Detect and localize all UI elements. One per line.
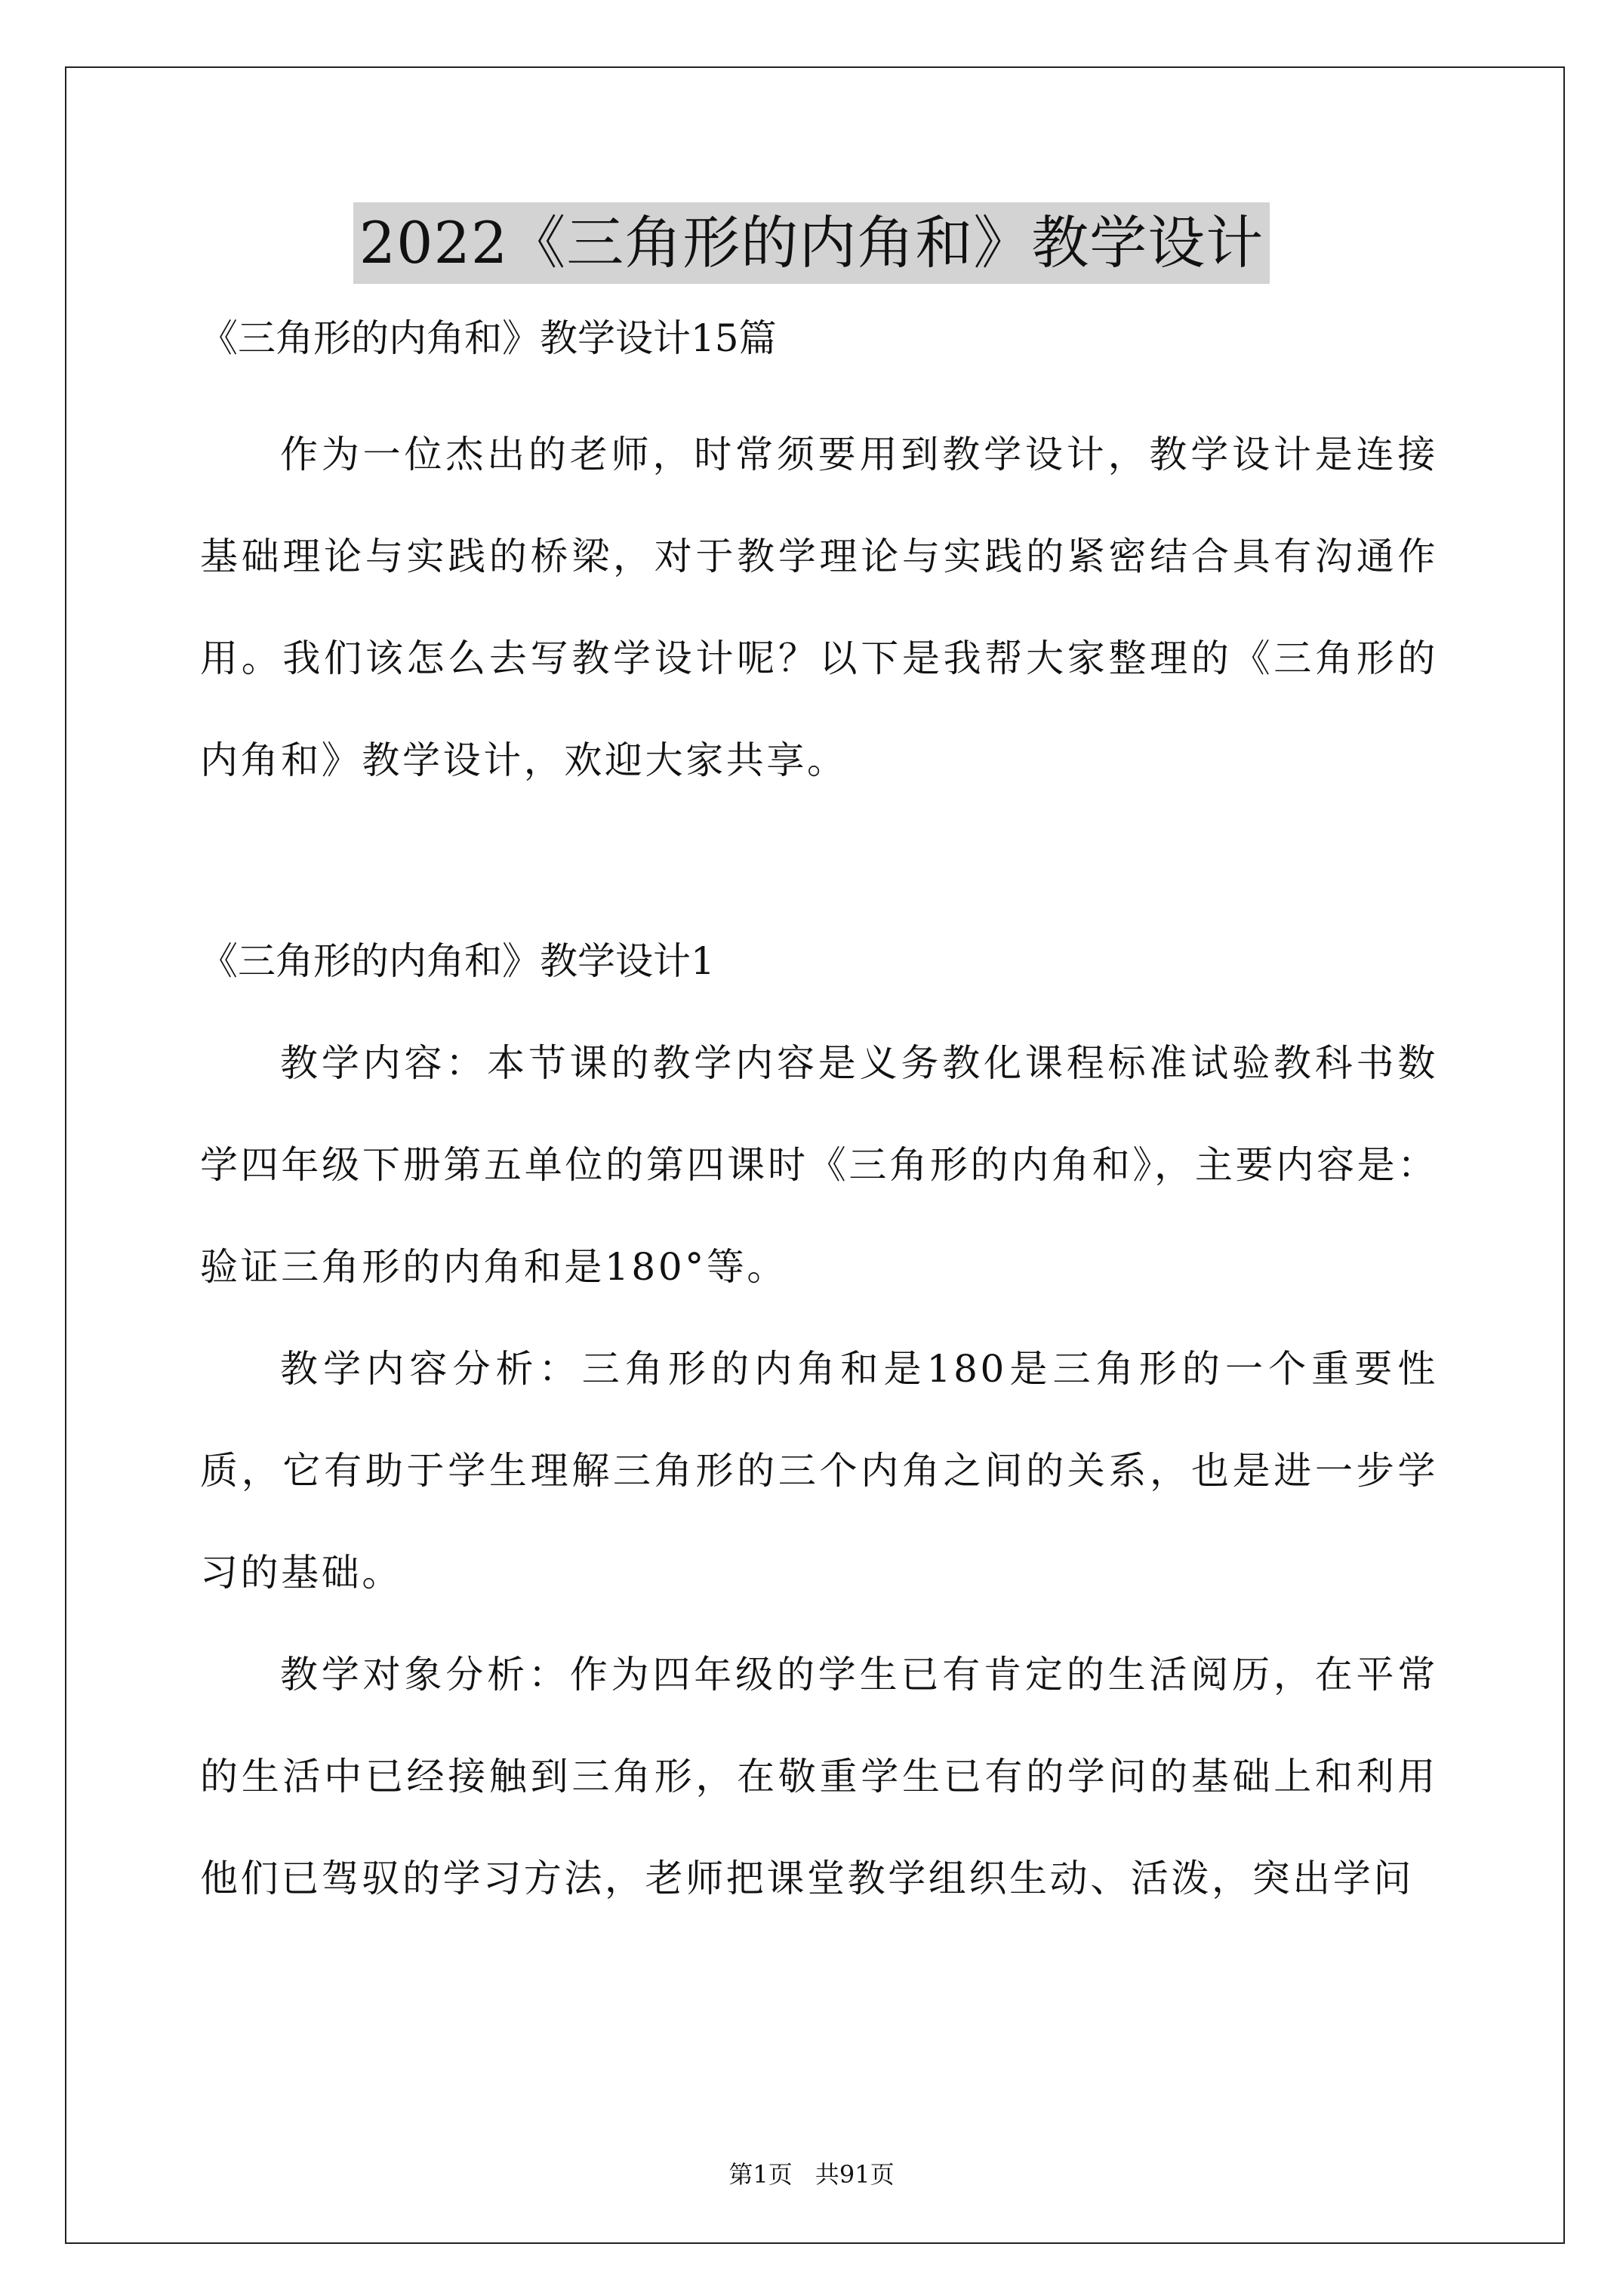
intro-paragraph: 作为一位杰出的老师，时常须要用到教学设计，教学设计是连接基础理论与实践的桥梁，对于教学理论与实践的紧密结合具有沟通作用。我们该怎么去写教学设计呢？以下是我帮大家整理的《三角形的内角和》教学设计，欢迎大家共享。 xyxy=(200,433,1438,782)
document-body xyxy=(200,302,1438,1930)
document-title: 2022《三角形的内角和》教学设计 xyxy=(353,202,1270,284)
body-paragraph: 教学内容：本节课的教学内容是义务教化课程标准试验教科书数学四年级下册第五单位的第四课时《三角形的内角和》，主要内容是：验证三角形的内角和是180°等。 xyxy=(200,1041,1438,1289)
page-footer xyxy=(0,2159,1623,2190)
document-subtitle: 《三角形的内角和》教学设计15篇 xyxy=(200,316,777,360)
section-heading: 《三角形的内角和》教学设计1 xyxy=(200,939,715,983)
page-number: 第1页 xyxy=(728,2160,793,2189)
body-paragraph: 教学对象分析：作为四年级的学生已有肯定的生活阅历，在平常的生活中已经接触到三角形，在敬重学生已有的学问的基础上和利用他们已驾驭的学习方法，老师把课堂教学组织生动、活泼，突出学问 xyxy=(200,1653,1438,1900)
document-title-wrapper xyxy=(0,202,1623,285)
body-paragraph: 教学内容分析：三角形的内角和是180是三角形的一个重要性质，它有助于学生理解三角形的三个内角之间的关系，也是进一步学习的基础。 xyxy=(200,1347,1438,1595)
page-total: 共91页 xyxy=(815,2160,895,2189)
